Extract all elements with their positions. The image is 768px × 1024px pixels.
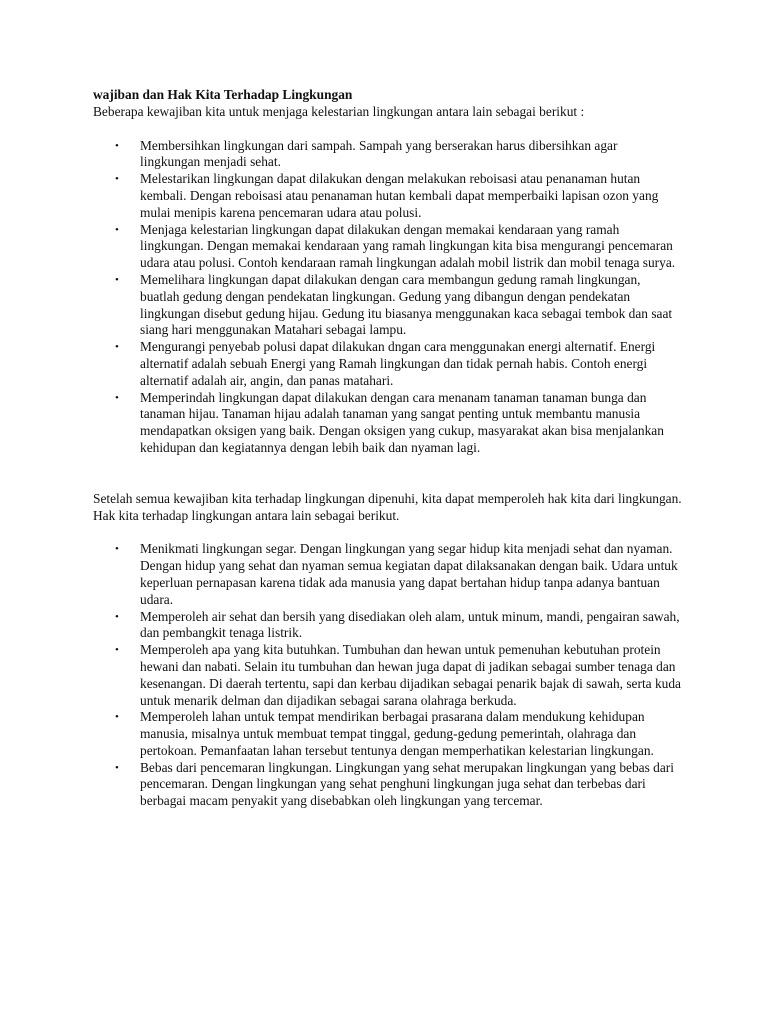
right-text: Memperoleh lahan untuk tempat mendirikan berbagai prasarana dalam mendukung kehidupan manusia, misalnya untuk membuat tempat tinggal, gedung-gedung pemerintah, olahraga dan pertokoan. Pemanfaatan lahan tersebut tentunya dengan memperhatikan kelestarian lingkungan. (140, 709, 654, 758)
list-item (93, 390, 683, 457)
right-text: Memperoleh air sehat dan bersih yang disediakan oleh alam, untuk minum, mandi, pengairan sawah, dan pembangkit tenaga listrik. (140, 608, 680, 641)
bullet-icon: • (115, 223, 119, 236)
list-item (93, 171, 683, 221)
obligation-text: Memelihara lingkungan dapat dilakukan dengan cara membangun gedung ramah lingkungan, buatlah gedung dengan pendekatan lingkungan. Gedung yang dibangun dengan pendekatan lingkungan disebut gedung hijau. Gedung itu biasanya menggunakan kaca sebagai tembok dan saat siang hari menggunakan Matahari sebagai lampu. (140, 271, 673, 338)
obligation-text: Mengurangi penyebab polusi dapat dilakukan dngan cara menggunakan energi alternatif. Energi alternatif adalah sebuah Energi yang Ramah lingkungan dan tidak pernah habis. Contoh energi alternatif adalah air, angin, dan panas matahari. (140, 339, 656, 388)
obligation-text: Memperindah lingkungan dapat dilakukan dengan cara menanam tanaman tanaman bunga dan tanaman hijau. Tanaman hijau adalah tanaman yang sangat penting untuk membantu manusia mendapatkan oksigen yang baik. Dengan oksigen yang cukup, masyarakat akan bisa menjalankan kehidupan dan kegiatannya dengan lebih baik dan nyaman lagi. (140, 389, 664, 455)
right-text: Memperoleh apa yang kita butuhkan. Tumbuhan dan hewan untuk pemenuhan kebutuhan protein hewani dan nabati. Selain itu tumbuhan dan hewan juga dapat di jadikan sebagai sumber tenaga dan kesenangan. Di daerah tertentu, sapi dan kerbau dijadikan sebagai penarik bajak di sawah, serta kuda untuk menarik delman dan dijadikan sebagai sarana olahraga berkuda. (140, 642, 681, 708)
list-item (93, 222, 683, 272)
document-page (93, 87, 683, 810)
bullet-icon: • (115, 173, 119, 186)
list-item (93, 339, 683, 389)
bullet-icon: • (115, 644, 119, 657)
section-spacer (93, 457, 683, 491)
bullet-icon: • (115, 711, 119, 724)
bullet-icon: • (115, 273, 119, 286)
rights-intro: Setelah semua kewajiban kita terhadap lingkungan dipenuhi, kita dapat memperoleh hak kita dari lingkungan. Hak kita terhadap lingkungan antara lain sebagai berikut. (93, 490, 682, 523)
bullet-icon: • (115, 341, 119, 354)
bullet-icon: • (115, 761, 119, 774)
list-item (93, 609, 683, 643)
document-title: wajiban dan Hak Kita Terhadap Lingkungan (93, 87, 353, 102)
list-item (93, 709, 683, 759)
obligation-text: Membersihkan lingkungan dari sampah. Sampah yang berserakan harus dibersihkan agar lingkungan menjadi sehat. (140, 137, 618, 170)
bullet-icon: • (115, 610, 119, 623)
obligation-text: Menjaga kelestarian lingkungan dapat dilakukan dengan memakai kendaraan yang ramah lingkungan. Dengan memakai kendaraan yang ramah lingkungan kita bisa mengurangi pencemaran udara atau polusi. Contoh kendaraan ramah lingkungan adalah mobil listrik dan mobil tenaga surya. (140, 221, 676, 271)
bullet-icon: • (115, 543, 119, 556)
obligation-text: Melestarikan lingkungan dapat dilakukan dengan melakukan reboisasi atau penanaman hutan kembali. Dengan reboisasi atau penanaman hutan kembali dapat memperbaiki lapisan ozon yang mulai menipis karena pencemaran udara atau polusi. (140, 171, 659, 220)
right-text: Bebas dari pencemaran lingkungan. Lingkungan yang sehat merupakan lingkungan yang bebas dari pencemaran. Dengan lingkungan yang sehat penghuni lingkungan juga sehat dan terbebas dari berbagai macam penyakit yang disebabkan oleh lingkungan yang tercemar. (140, 759, 674, 809)
obligations-list (93, 138, 683, 457)
list-item (93, 642, 683, 709)
list-item (93, 541, 683, 608)
list-item (93, 272, 683, 339)
rights-list (93, 541, 683, 810)
obligations-intro: Beberapa kewajiban kita untuk menjaga kelestarian lingkungan antara lain sebagai berikut : (93, 103, 585, 119)
list-item (93, 760, 683, 810)
right-text: Menikmati lingkungan segar. Dengan lingkungan yang segar hidup kita menjadi sehat dan nyaman. Dengan hidup yang sehat dan nyaman semua kegiatan dapat dilaksanakan dengan baik. Udara untuk keperluan pernapasan karena tidak ada manusia yang dapat bertahan hidup tanpa adanya bantuan udara. (140, 541, 678, 607)
list-item (93, 138, 680, 172)
bullet-icon: • (115, 139, 119, 152)
bullet-icon: • (115, 391, 119, 404)
